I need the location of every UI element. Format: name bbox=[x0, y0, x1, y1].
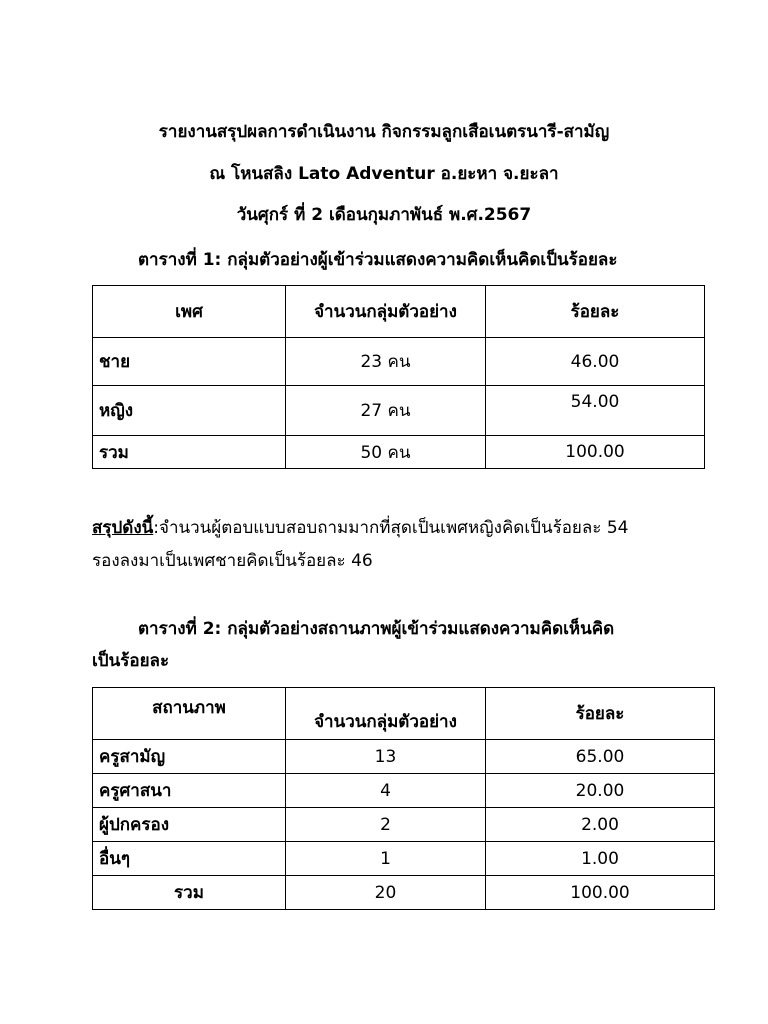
cell-total-percent: 100.00 bbox=[486, 436, 705, 469]
table-header-row bbox=[93, 688, 715, 740]
summary-line-2: รองลงมาเป็นเพศชายคิดเป็นร้อยละ 46 bbox=[92, 551, 373, 571]
header-percent: ร้อยละ bbox=[486, 286, 705, 338]
header-percent: ร้อยละ bbox=[486, 688, 715, 740]
table-header-row bbox=[93, 286, 705, 338]
cell-count: 13 bbox=[286, 740, 486, 774]
header-sample-count: จำนวนกลุ่มตัวอย่าง bbox=[286, 286, 486, 338]
table-row bbox=[93, 774, 715, 808]
cell-status: ครูศาสนา bbox=[93, 774, 286, 808]
table-row bbox=[93, 808, 715, 842]
cell-status: ผู้ปกครอง bbox=[93, 808, 286, 842]
cell-percent: 65.00 bbox=[486, 740, 715, 774]
summary-text: :จำนวนผู้ตอบแบบสอบถามมากที่สุดเป็นเพศหญิงคิดเป็นร้อยละ 54 bbox=[153, 518, 629, 538]
table-row bbox=[93, 740, 715, 774]
table-total-row bbox=[93, 436, 705, 469]
table2-caption: ตารางที่ 2: กลุ่มตัวอย่างสถานภาพผู้เข้าร่วมแสดงความคิดเห็นคิด bbox=[138, 619, 615, 639]
cell-count: 1 bbox=[286, 842, 486, 876]
table-total-row bbox=[93, 876, 715, 910]
cell-percent: 1.00 bbox=[486, 842, 715, 876]
cell-status: อื่นๆ bbox=[93, 842, 286, 876]
cell-percent: 2.00 bbox=[486, 808, 715, 842]
report-location: ณ โหนสลิง Lato Adventur อ.ยะหา จ.ยะลา bbox=[209, 164, 559, 184]
report-title: รายงานสรุปผลการดำเนินงาน กิจกรรมลูกเสือเนตรนารี-สามัญ bbox=[158, 122, 610, 142]
cell-gender: ชาย bbox=[93, 338, 286, 386]
table-status bbox=[92, 687, 715, 910]
report-date: วันศุกร์ ที่ 2 เดือนกุมภาพันธ์ พ.ศ.2567 bbox=[236, 205, 532, 225]
cell-total-label: รวม bbox=[93, 436, 286, 469]
cell-percent: 46.00 bbox=[486, 338, 705, 386]
table-gender bbox=[92, 285, 705, 469]
summary-line-1 bbox=[92, 517, 628, 539]
cell-total-count: 20 bbox=[286, 876, 486, 910]
table1-caption: ตารางที่ 1: กลุ่มตัวอย่างผู้เข้าร่วมแสดงความคิดเห็นคิดเป็นร้อยละ bbox=[138, 250, 618, 270]
summary-label: สรุปดังนี้ bbox=[92, 518, 154, 538]
header-status: สถานภาพ bbox=[93, 688, 286, 740]
header-gender: เพศ bbox=[93, 286, 286, 338]
cell-total-count: 50 คน bbox=[286, 436, 486, 469]
table-row bbox=[93, 386, 705, 436]
header-sample-count: จำนวนกลุ่มตัวอย่าง bbox=[286, 688, 486, 740]
cell-percent: 54.00 bbox=[486, 386, 705, 436]
cell-count: 4 bbox=[286, 774, 486, 808]
cell-count: 27 คน bbox=[286, 386, 486, 436]
cell-status: ครูสามัญ bbox=[93, 740, 286, 774]
cell-count: 2 bbox=[286, 808, 486, 842]
table2-caption-cont: เป็นร้อยละ bbox=[92, 651, 170, 671]
cell-total-label: รวม bbox=[93, 876, 286, 910]
table-row bbox=[93, 842, 715, 876]
cell-total-percent: 100.00 bbox=[486, 876, 715, 910]
table-row bbox=[93, 338, 705, 386]
cell-gender: หญิง bbox=[93, 386, 286, 436]
cell-percent: 20.00 bbox=[486, 774, 715, 808]
cell-count: 23 คน bbox=[286, 338, 486, 386]
